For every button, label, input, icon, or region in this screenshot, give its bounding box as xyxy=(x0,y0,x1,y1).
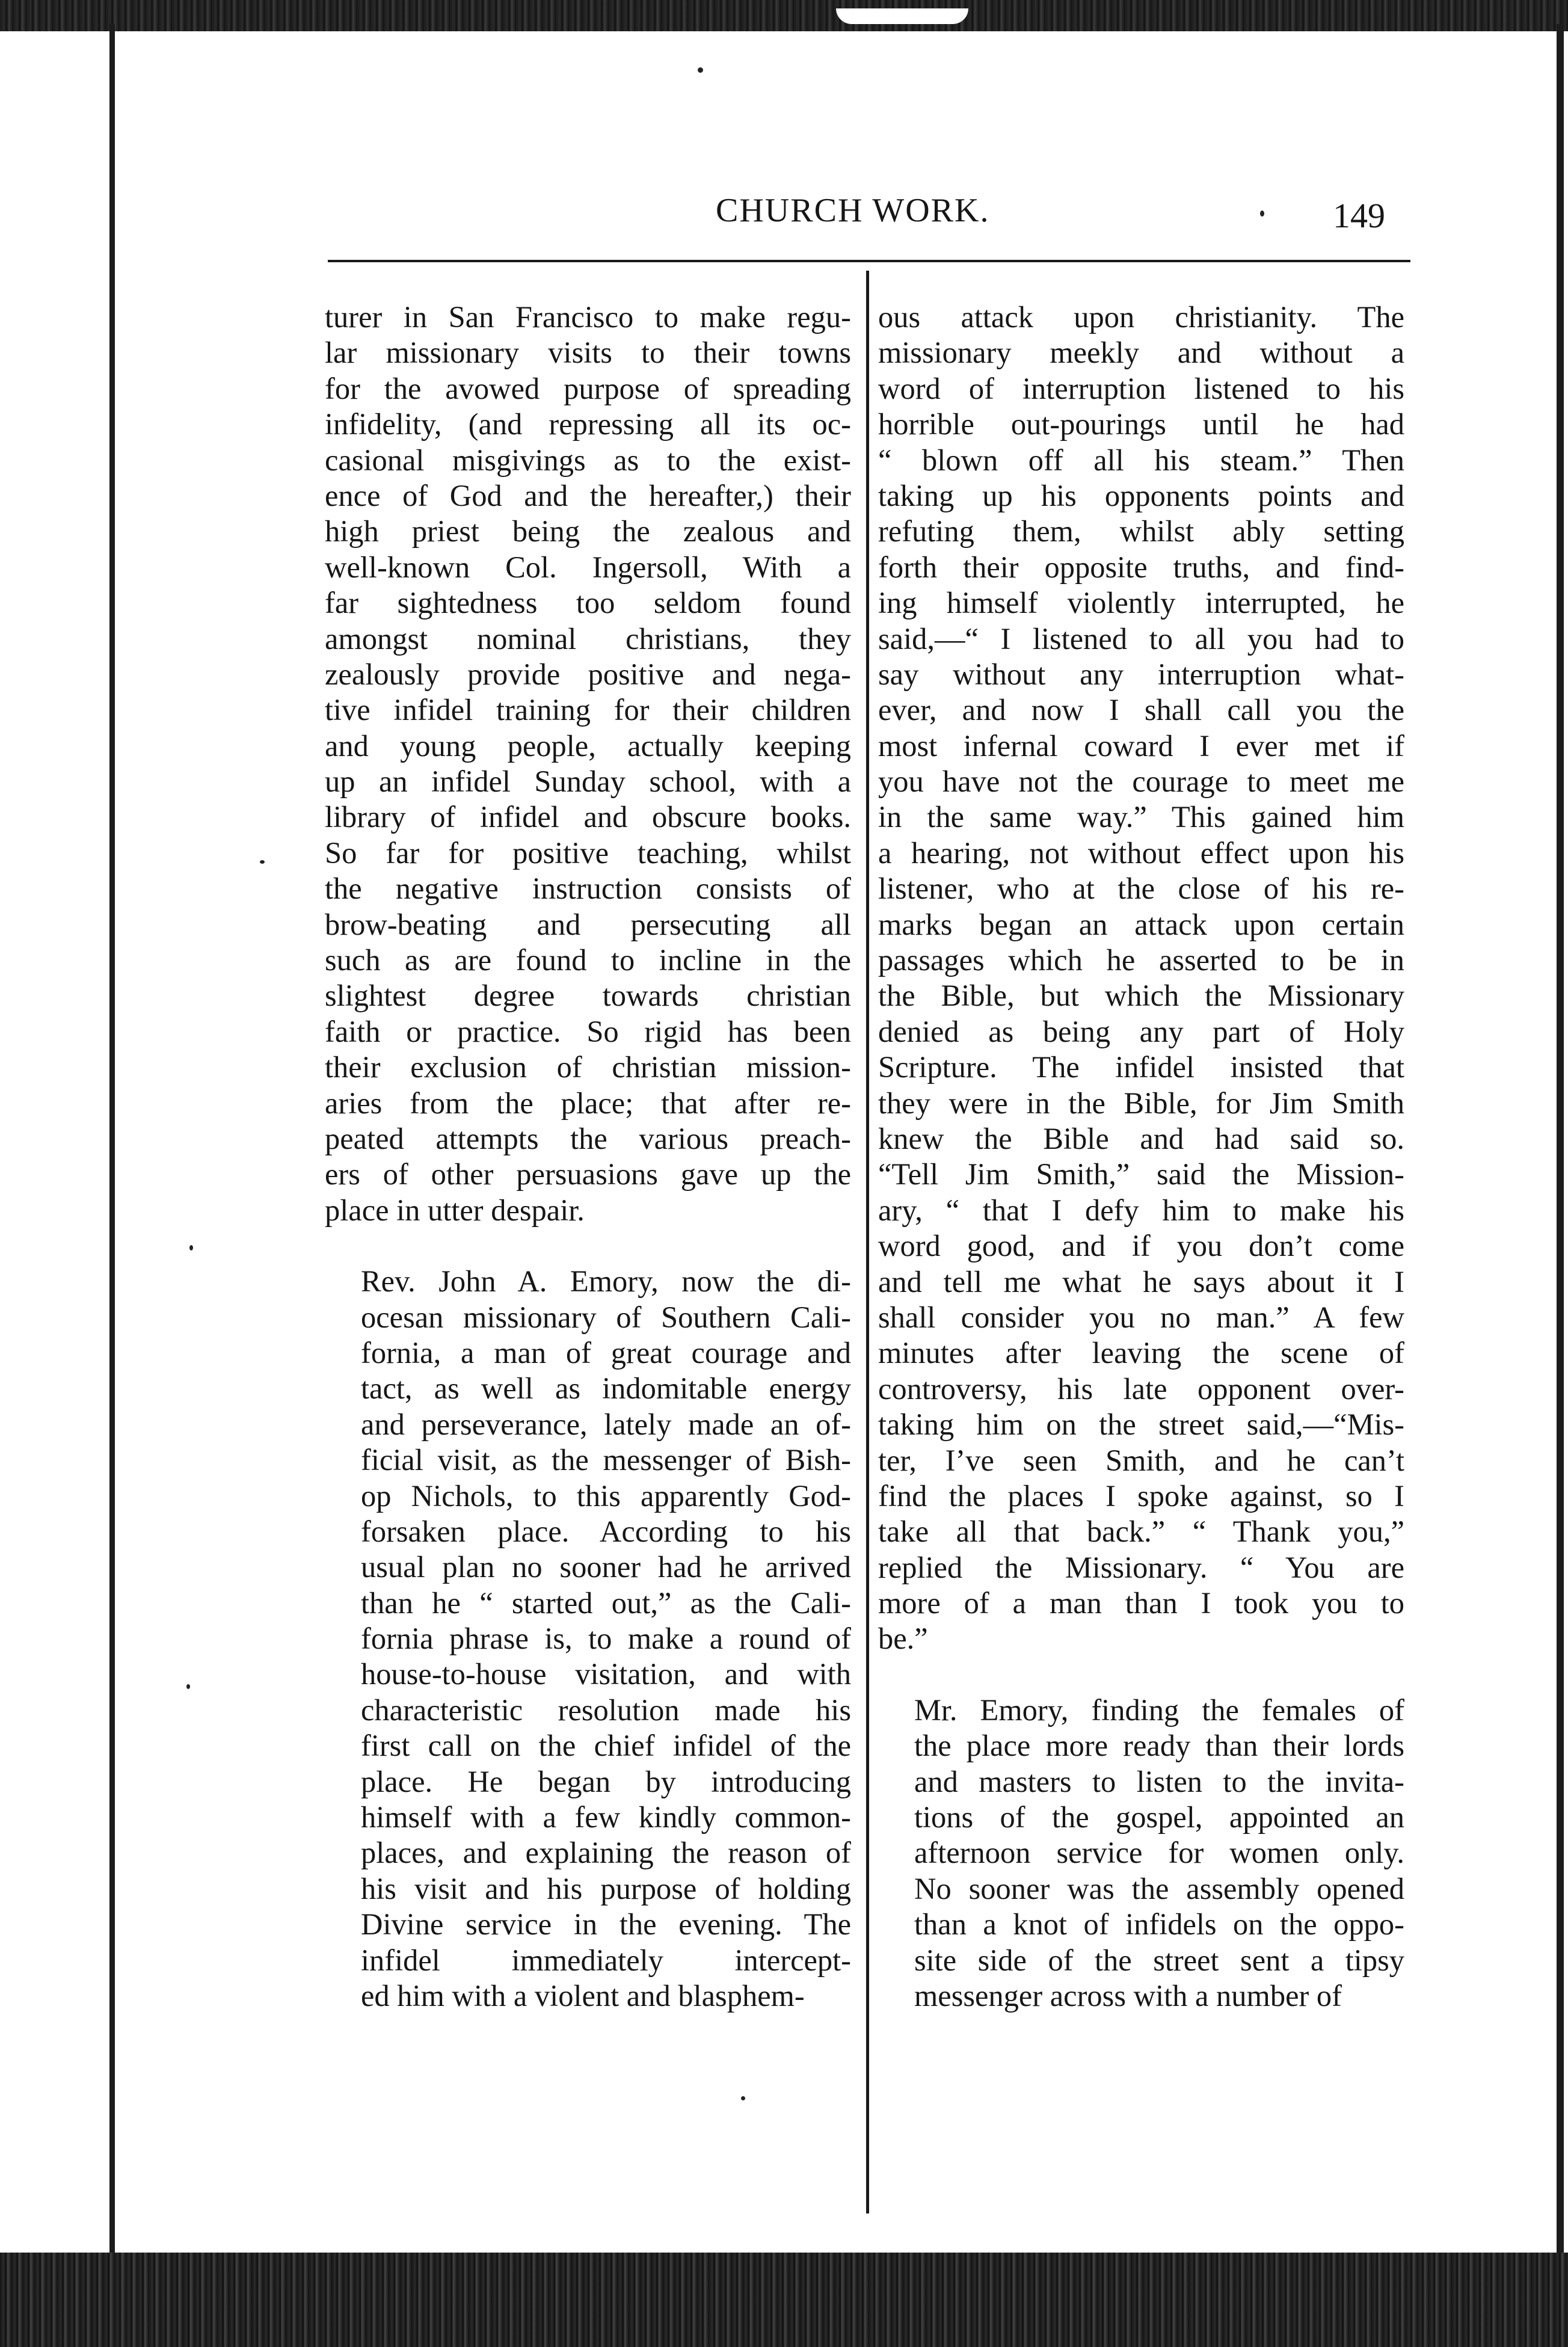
text-line: himself with a few kindly common- xyxy=(361,1800,851,1835)
text-line: Mr. Emory, finding the females of xyxy=(914,1693,1404,1727)
scan-speck xyxy=(260,860,265,864)
text-line: site side of the street sent a tipsy xyxy=(914,1943,1404,1977)
page-left-edge xyxy=(109,24,115,2256)
text-line: ter, I’ve seen Smith, and he can’t xyxy=(878,1443,1404,1477)
text-line: first call on the chief infidel of the xyxy=(361,1729,851,1763)
paragraph xyxy=(325,300,851,1228)
text-line: Scripture. The infidel insisted that xyxy=(878,1050,1404,1084)
text-line: word good, and if you don’t come xyxy=(878,1229,1404,1263)
text-line: place in utter despair. xyxy=(325,1193,585,1227)
text-line: far sightedness too seldom found xyxy=(325,586,851,620)
text-line: they were in the Bible, for Jim Smith xyxy=(878,1086,1404,1120)
text-line: ing himself violently interrupted, he xyxy=(878,586,1404,620)
text-line: place. He began by introducing xyxy=(361,1764,851,1798)
text-line: replied the Missionary. “ You are xyxy=(878,1550,1404,1584)
text-line: minutes after leaving the scene of xyxy=(878,1336,1404,1370)
text-line: and perseverance, lately made an of- xyxy=(361,1407,851,1441)
text-line: and tell me what he says about it I xyxy=(878,1264,1404,1299)
text-line: turer in San Francisco to make regu- xyxy=(325,300,851,334)
text-line: the Bible, but which the Missionary xyxy=(878,979,1404,1013)
paragraph xyxy=(325,1264,851,2014)
text-line: up an infidel Sunday school, with a xyxy=(325,764,851,799)
text-line: library of infidel and obscure books. xyxy=(325,800,851,834)
text-line: for the avowed purpose of spreading xyxy=(325,371,851,405)
text-line: forsaken place. According to his xyxy=(361,1514,851,1548)
text-line: house-to-house visitation, and with xyxy=(361,1657,851,1691)
text-line: refuting them, whilst ably setting xyxy=(878,514,1404,549)
text-line: ence of God and the hereafter,) their xyxy=(325,478,851,512)
text-line: slightest degree towards christian xyxy=(325,979,851,1013)
text-line: ers of other persuasions gave up the xyxy=(325,1157,851,1192)
text-line: messenger across with a number of xyxy=(914,1978,1342,2013)
text-line: word of interruption listened to his xyxy=(878,371,1404,405)
scan-speck xyxy=(186,1684,190,1689)
text-line: a hearing, not without effect upon his xyxy=(878,835,1404,870)
text-line: characteristic resolution made his xyxy=(361,1693,851,1727)
text-line: afternoon service for women only. xyxy=(914,1836,1404,1870)
header-rule xyxy=(328,260,1410,262)
text-line: and young people, actually keeping xyxy=(325,728,851,763)
text-line: ocesan missionary of Southern Cali- xyxy=(361,1300,851,1334)
text-line: faith or practice. So rigid has been xyxy=(325,1014,851,1048)
paragraph xyxy=(878,300,1404,1657)
text-line: fornia, a man of great courage and xyxy=(361,1335,851,1370)
text-line: places, and explaining the reason of xyxy=(361,1836,851,1870)
text-line: ficial visit, as the messenger of Bish- xyxy=(361,1443,851,1477)
scan-speck xyxy=(741,2096,745,2100)
running-head: CHURCH WORK. xyxy=(716,192,990,229)
text-line: tive infidel training for their children xyxy=(325,693,851,727)
text-line: fornia phrase is, to make a round of xyxy=(361,1622,851,1656)
text-line: ary, “ that I defy him to make his xyxy=(878,1193,1404,1227)
scan-top-notch xyxy=(836,8,968,24)
text-line: denied as being any part of Holy xyxy=(878,1014,1404,1048)
scan-top-border xyxy=(0,0,1568,31)
text-line: peated attempts the various preach- xyxy=(325,1121,851,1155)
text-line: op Nichols, to this apparently God- xyxy=(361,1478,851,1513)
text-line: and masters to listen to the invita- xyxy=(914,1764,1404,1798)
text-line: take all that back.” “ Thank you,” xyxy=(878,1515,1404,1549)
text-line: such as are found to incline in the xyxy=(325,943,851,977)
text-line: marks began an attack upon certain xyxy=(878,907,1404,941)
text-line: usual plan no sooner had he arrived xyxy=(361,1550,851,1584)
text-line: taking him on the street said,—“Mis- xyxy=(878,1407,1404,1442)
text-line: knew the Bible and had said so. xyxy=(878,1121,1404,1155)
text-line: more of a man than I took you to xyxy=(878,1586,1404,1620)
text-line: his visit and his purpose of holding xyxy=(361,1871,851,1906)
text-line: ous attack upon christianity. The xyxy=(878,300,1404,334)
text-line: listener, who at the close of his re- xyxy=(878,872,1404,906)
text-line: high priest being the zealous and xyxy=(325,514,851,549)
scan-speck xyxy=(698,67,703,73)
text-line: forth their opposite truths, and find- xyxy=(878,550,1404,584)
text-line: “Tell Jim Smith,” said the Mission- xyxy=(878,1157,1404,1192)
text-line: Rev. John A. Emory, now the di- xyxy=(361,1264,851,1299)
column-divider xyxy=(866,271,869,2213)
text-line: casional misgivings as to the exist- xyxy=(325,443,851,477)
text-line: said,—“ I listened to all you had to xyxy=(878,621,1404,656)
text-line: controversy, his late opponent over- xyxy=(878,1371,1404,1406)
text-line: infidel immediately intercept- xyxy=(361,1943,851,1977)
text-line: passages which he asserted to be in xyxy=(878,943,1404,977)
text-line: be.” xyxy=(878,1622,928,1656)
scan-speck xyxy=(189,1245,193,1250)
text-line: aries from the place; that after re- xyxy=(325,1086,851,1120)
text-line: their exclusion of christian mission- xyxy=(325,1050,851,1084)
page-right-edge xyxy=(1557,24,1564,2256)
text-line: So far for positive teaching, whilst xyxy=(325,835,851,870)
text-line: tact, as well as indomitable energy xyxy=(361,1371,851,1406)
scan-speck xyxy=(1260,211,1264,217)
text-line: horrible out-pourings until he had xyxy=(878,407,1404,441)
text-line: lar missionary visits to their towns xyxy=(325,336,851,370)
text-line: find the places I spoke against, so I xyxy=(878,1478,1404,1513)
paragraph xyxy=(878,1693,1404,2014)
text-line: ever, and now I shall call you the xyxy=(878,693,1404,727)
text-line: than a knot of infidels on the oppo- xyxy=(914,1907,1404,1942)
text-line: amongst nominal christians, they xyxy=(325,621,851,656)
text-line: in the same way.” This gained him xyxy=(878,800,1404,834)
text-line: well-known Col. Ingersoll, With a xyxy=(325,550,851,584)
text-line: most infernal coward I ever met if xyxy=(878,728,1404,763)
scan-bottom-border xyxy=(0,2253,1568,2347)
text-line: infidelity, (and repressing all its oc- xyxy=(325,407,851,441)
text-line: brow-beating and persecuting all xyxy=(325,907,851,941)
page-number: 149 xyxy=(1333,196,1385,235)
text-line: say without any interruption what- xyxy=(878,657,1404,691)
text-line: than he “ started out,” as the Cali- xyxy=(361,1586,851,1620)
text-line: you have not the courage to meet me xyxy=(878,764,1404,799)
text-line: the place more ready than their lords xyxy=(914,1729,1404,1763)
right-column xyxy=(878,300,1404,2014)
text-line: ed him with a violent and blasphem- xyxy=(361,1978,805,2013)
left-column xyxy=(325,300,851,2014)
text-line: missionary meekly and without a xyxy=(878,336,1404,370)
text-line: shall consider you no man.” A few xyxy=(878,1300,1404,1334)
text-line: taking up his opponents points and xyxy=(878,478,1404,512)
text-line: No sooner was the assembly opened xyxy=(914,1871,1404,1906)
text-line: Divine service in the evening. The xyxy=(361,1907,851,1942)
text-line: tions of the gospel, appointed an xyxy=(914,1800,1404,1835)
text-line: the negative instruction consists of xyxy=(325,872,851,906)
text-line: “ blown off all his steam.” Then xyxy=(878,443,1404,477)
text-line: zealously provide positive and nega- xyxy=(325,657,851,691)
